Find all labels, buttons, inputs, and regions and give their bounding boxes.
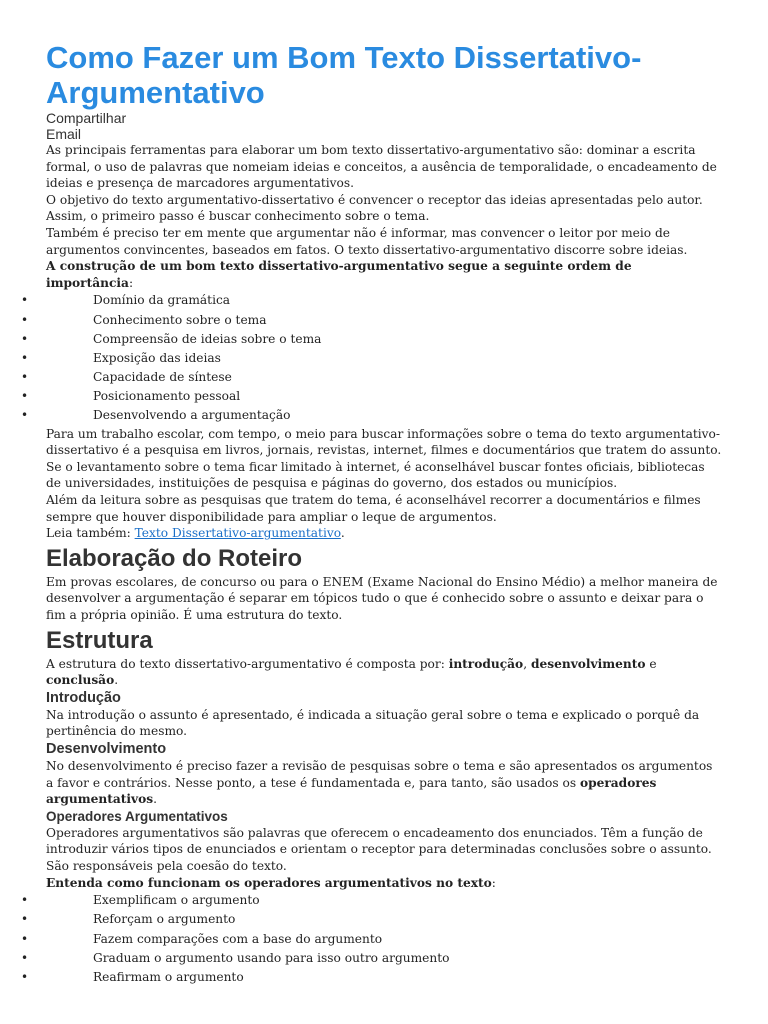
introducao-paragraph: Na introdução o assunto é apresentado, é indicada a situação geral sobre o tema e explicado o porquê da pertinência do mesmo. <box>46 707 700 739</box>
list-item: • Reafirmam o argumento <box>46 968 722 987</box>
operadores-heading: Operadores Argumentativos <box>46 808 228 824</box>
desenvolvimento-heading: Desenvolvimento <box>46 740 167 757</box>
estrutura-heading: Estrutura <box>46 626 153 654</box>
read-also-link[interactable]: Texto Dissertativo-argumentativo <box>134 526 341 541</box>
estrutura-paragraph <box>46 656 722 689</box>
roteiro-paragraph: Em provas escolares, de concurso ou para o ENEM (Exame Nacional do Ensino Médio) a melhor maneira de desenvolver a argumentação é separar em tópicos tudo o que é conhecido sobre o assunto e deixar para o fim a própria opinião. É uma estrutura do texto. <box>46 574 718 622</box>
importance-list <box>46 291 722 425</box>
operadores-lead-colon: : <box>491 875 496 890</box>
list-item: • Reforçam o argumento <box>46 910 722 929</box>
operadores-lead-bold: Entenda como funcionam os operadores argumentativos no texto <box>46 875 492 890</box>
roteiro-heading: Elaboração do Roteiro <box>46 544 303 572</box>
order-lead-bold: A construção de um bom texto dissertativo-argumentativo segue a seguinte ordem de importância <box>46 259 632 290</box>
desenvolvimento-text: No desenvolvimento é preciso fazer a revisão de pesquisas sobre o tema e são apresentados os argumentos a favor e contrários. Nesse ponto, a tese é fundamentada e, para tanto, são usados os <box>46 758 713 790</box>
list-item: • Desenvolvendo a argumentação <box>46 406 722 425</box>
list-item: • Posicionamento pessoal <box>46 387 722 406</box>
introducao-heading: Introdução <box>46 689 121 706</box>
estrutura-bold-conclusao: conclusão <box>46 673 115 688</box>
desenvolvimento-end: . <box>153 792 157 807</box>
list-item: • Exemplificam o argumento <box>46 891 722 910</box>
read-also <box>46 525 722 542</box>
desenvolvimento-bold: operadores argumentativos <box>46 775 657 807</box>
email-link[interactable]: Email <box>46 126 82 142</box>
order-lead <box>46 258 722 291</box>
intro-paragraph-3: Também é preciso ter em mente que argumentar não é informar, mas convencer o leitor por meio de argumentos convincentes, baseados em fatos. O texto dissertativo-argumentativo discorre sobre ideias. <box>46 225 688 257</box>
estrutura-sep: e <box>645 656 657 671</box>
operadores-paragraph: Operadores argumentativos são palavras que oferecem o encadeamento dos enunciados. Têm a função de introduzir vários tipos de enunciados e orientam o receptor para determinadas conclusões sobre o assunto. São responsáveis pela coesão do texto. <box>46 825 712 873</box>
research-paragraph-1: Para um trabalho escolar, com tempo, o meio para buscar informações sobre o tema do texto argumentativo-dissertativo é a pesquisa em livros, jornais, revistas, internet, filmes e documentários que tratem do assunto. <box>46 426 722 458</box>
order-lead-colon: : <box>128 275 134 290</box>
desenvolvimento-paragraph <box>46 758 722 808</box>
list-item: • Graduam o argumento usando para isso outro argumento <box>46 949 722 968</box>
operadores-list <box>46 891 722 987</box>
operadores-lead <box>46 875 722 892</box>
intro-paragraph-2: O objetivo do texto argumentativo-dissertativo é convencer o receptor das ideias apresentadas pelo autor. Assim, o primeiro passo é buscar conhecimento sobre o tema. <box>46 192 703 224</box>
list-item: • Fazem comparações com a base do argumento <box>46 930 722 949</box>
list-item: • Capacidade de síntese <box>46 368 722 387</box>
list-item: • Domínio da gramática <box>46 291 722 310</box>
intro-paragraph-1: As principais ferramentas para elaborar um bom texto dissertativo-argumentativo são: dominar a escrita formal, o uso de palavras que nomeiam ideias e conceitos, a ausência de temporalidade, o encadeamento de ideias e presença de marcadores argumentativos. <box>46 143 717 191</box>
estrutura-end: . <box>114 673 119 688</box>
estrutura-bold-desenvolvimento: desenvolvimento <box>530 656 646 671</box>
list-item: • Conhecimento sobre o tema <box>46 311 722 330</box>
estrutura-sep: , <box>523 656 531 671</box>
research-paragraph-3: Além da leitura sobre as pesquisas que tratem do tema, é aconselhável recorrer a documentários e filmes sempre que houver disponibilidade para ampliar o leque de argumentos. <box>46 493 701 524</box>
share-link[interactable]: Compartilhar <box>46 110 127 126</box>
list-item: • Compreensão de ideias sobre o tema <box>46 330 722 349</box>
read-also-label: Leia também: <box>46 526 135 541</box>
estrutura-bold-introducao: introdução <box>448 656 524 671</box>
read-also-end: . <box>340 526 345 541</box>
list-item: • Exposição das ideias <box>46 349 722 368</box>
research-paragraph-2: Se o levantamento sobre o tema ficar limitado à internet, é aconselhável buscar fontes oficiais, bibliotecas de universidades, instituições de pesquisa e páginas do governo, dos estados ou municípios. <box>46 459 705 491</box>
estrutura-text: A estrutura do texto dissertativo-argumentativo é composta por: <box>46 656 449 671</box>
page-title: Como Fazer um Bom Texto Dissertativo-Argumentativo <box>46 40 642 110</box>
share-block <box>46 110 722 142</box>
